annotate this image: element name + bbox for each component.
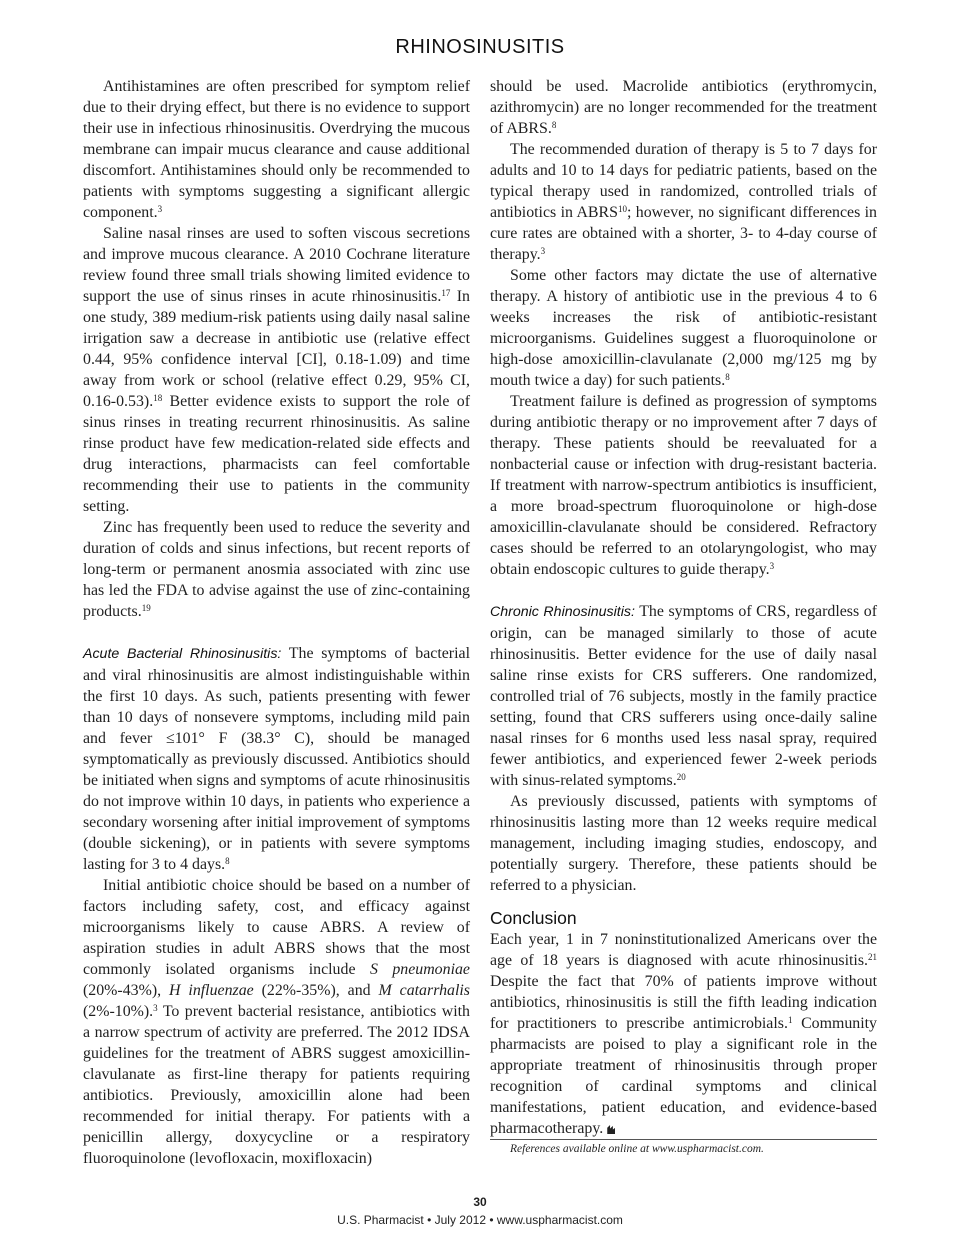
crs-paragraph: Chronic Rhinosinusitis: The symptoms of CRS, regardless of origin, can be managed similarly to those of acute rhinosinusitis. Better evidence for the use of daily nasal saline rinse exists for CRS sufferers. One randomized, controlled trial of 76 subjects, mostly in the family practice setting, found that CRS sufferers using once-daily saline nasal rinses for 6 months used less nasal spray, required fewer antibiotics, and experienced fewer 2-week periods with sinus-related symptoms.$^{20}$ [490, 603, 877, 789]
citation: 8 [551, 120, 557, 130]
alternative-therapy-paragraph: Some other factors may dictate the use of alternative therapy. A history of antibiotic use in the previous 4 to 6 weeks increases the risk of antibiotic-resistant microorganisms. Guidelines suggest a fluoroquinolone or high-dose amoxicillin-clavulanate (2,000 mg/125 mg by mouth twice a day) for such patients.$^8$ [490, 267, 877, 389]
references-note: References available online at www.uspharmacist.com. [490, 1139, 877, 1157]
right-column [490, 76, 877, 1157]
footer-publication-line: U.S. Pharmacist • July 2012 • www.uspharmacist.com [337, 1213, 623, 1227]
abrs-subheading: Acute Bacterial Rhinosinusitis: [83, 646, 282, 662]
citation: 3 [153, 1003, 158, 1013]
saline-rinse-paragraph: Saline nasal rinses are used to soften viscous secretions and improve mucous clearance. A 2010 Cochrane literature review found three small trials showing limited evidence to support the use of sinus rinses in acute rhinosinusitis.$^{17}$ In one study, 389 medium-risk patients using daily nasal saline irrigation saw a decrease in antibiotic use (relative effect 0.44, 95% confidence interval [CI], 0.18-1.09) and time away from work or school (relative effect 0.29, 95% CI, 0.16-0.53).$^{18}$ Better evidence exists to support the role of sinus rinses in treating recurrent rhinosinusitis. As saline rinse product have few medication-related side effects and drug interactions, pharmacists can feel comfortable recommending their use to patients in the community setting. [83, 225, 470, 515]
citation: 18 [153, 393, 163, 403]
citation: 8 [725, 372, 730, 382]
running-header: RHINOSINUSITIS [395, 36, 565, 58]
citation: 19 [141, 603, 151, 613]
macrolide-paragraph: should be used. Macrolide antibiotics (erythromycin, azithromycin) are no longer recommended for the treatment of ABRS.$^8$ [490, 78, 877, 137]
citation: 3 [540, 246, 546, 256]
left-column [83, 76, 470, 1169]
citation: 10 [617, 204, 627, 214]
citation: 8 [225, 856, 230, 866]
antihistamines-paragraph: Antihistamines are often prescribed for symptom relief due to their drying effect, but there is no evidence to support their use in infectious rhinosinusitis. Overdrying the mucous membrane can impair mucus clearance and cause additional discomfort. Antihistamines should only be recommended to patients with symptoms suggesting a significant allergic component.$^3$ [83, 78, 470, 221]
conclusion-heading: Conclusion [490, 908, 577, 928]
citation: 1 [787, 1015, 793, 1025]
citation: 3 [157, 204, 163, 214]
citation: 17 [441, 288, 451, 298]
page-number: 30 [473, 1195, 487, 1209]
abrs-paragraph: Acute Bacterial Rhinosinusitis: The symptoms of bacterial and viral rhinosinusitis are almost indistinguishable within the first 10 days. As such, patients presenting with fewer than 10 days of nonsevere symptoms, including mild pain and fever ≤101° F (38.3° C), should be managed symptomatically as previously discussed. Antibiotics should be initiated when signs and symptoms of acute rhinosinusitis do not improve within 10 days, in patients who experience a secondary worsening after initial improvement of symptoms (double sickening), or in patients with severe symptoms lasting for 3 to 4 days.$^8$ [83, 645, 470, 873]
zinc-paragraph: Zinc has frequently been used to reduce the severity and duration of colds and sinus infections, but recent reports of long-term or permanent anosmia associated with zinc use has led the FDA to advise against the use of zinc-containing products.$^{19}$ [83, 519, 470, 620]
crs-subheading: Chronic Rhinosinusitis: [490, 604, 635, 620]
citation: 21 [868, 952, 877, 962]
citation: 20 [676, 772, 686, 782]
treatment-failure-paragraph: Treatment failure is defined as progression of symptoms during antibiotic therapy or no improvement after 7 days of therapy. These patients should be reevaluated for a nonbacterial cause or infection with drug-resistant bacteria. If treatment with narrow-spectrum antibiotics is insufficient, a more broad-spectrum fluoroquinolone or high-dose amoxicillin-clavulanate should be considered. Refractory cases should be referred to an otolaryngologist, who may obtain endoscopic cultures to guide therapy.$^3$ [490, 393, 877, 578]
referral-paragraph: As previously discussed, patients with symptoms of rhinosinusitis lasting more than 12 weeks require medical management, including imaging studies, endoscopy, and potentially surgery. Therefore, these patients should be referred to a physician. [490, 793, 877, 894]
end-mark-icon [607, 1125, 615, 1134]
conclusion-paragraph: Each year, 1 in 7 noninstitutionalized Americans over the age of 18 years is diagnosed with acute rhinosinusitis.$^{21}$ Despite the fact that 70% of patients improve without antibiotics, rhinosinusitis is still the fifth leading indication for practitioners to prescribe antimicrobials.$^1$ Community pharmacists are poised to play a significant role in the appropriate treatment of rhinosinusitis through proper recognition of cardinal symptoms and clinical manifestations, patient education, and evidence-based pharmacotherapy. [490, 931, 877, 1137]
citation: 3 [769, 561, 775, 571]
duration-paragraph: The recommended duration of therapy is 5 to 7 days for adults and 10 to 14 days for pediatric patients, based on the typical therapy used in randomized, controlled trials of antibiotics in ABRS$^{10}$; however, no significant differences in cure rates are obtained with a shorter, 3- to 4-day course of therapy.$^3$ [490, 141, 878, 263]
antibiotic-choice-paragraph: Initial antibiotic choice should be based on a number of factors including safety, cost, and efficacy against microorganisms likely to cause ABRS. A review of aspiration studies in adult ABRS shows that the most commonly isolated organisms include S pneumoniae (20%-43%), H influenzae (22%-35%), and M catarrhalis (2%-10%).$^3$ To prevent bacterial resistance, antibiotics with a narrow spectrum of activity are preferred. The 2012 IDSA guidelines for the treatment of ABRS suggest amoxicillin-clavulanate as first-line therapy for patients requiring antibiotics. Previously, amoxicillin alone had been recommended for initial therapy. For patients with a penicillin allergy, doxycycline or a respiratory fluoroquinolone (levofloxacin, moxifloxacin) [83, 877, 470, 1167]
